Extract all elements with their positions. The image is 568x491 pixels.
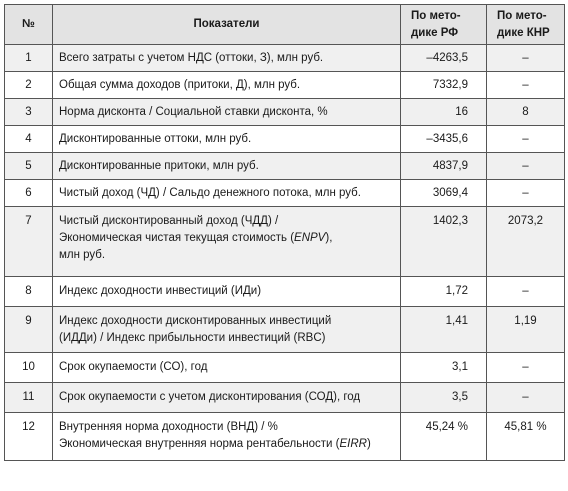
row-rf-value: –4263,5 [401,45,487,72]
table-row [5,99,565,126]
row-cn-value: 1,19 [487,307,565,353]
row-label-abbrev: ENPV [294,232,326,244]
table-row [5,72,565,99]
row-label: Дисконтированные оттоки, млн руб. [53,126,401,153]
row-rf-value: 1402,3 [401,207,487,277]
row-label-line [59,230,394,247]
table-row [5,353,565,383]
table-row [5,383,565,413]
row-label: Срок окупаемости (СО), год [53,353,401,383]
row-rf-value: 1,72 [401,277,487,307]
table-row [5,207,565,277]
row-num: 7 [5,207,53,277]
row-label-line: млн руб. [59,249,106,261]
row-cn-value: – [487,180,565,207]
indicators-table-container [4,4,564,461]
table-row [5,413,565,461]
header-row [5,5,565,45]
row-label-part: Экономическая чистая текущая стоимость ( [59,232,295,244]
header-cn-method [487,5,565,45]
row-cn-value: – [487,153,565,180]
row-cn-value: – [487,45,565,72]
row-label-part: Экономическая внутренняя норма рентабельности ( [59,438,340,450]
row-num: 6 [5,180,53,207]
row-label: Общая сумма доходов (притоки, Д), млн руб. [53,72,401,99]
header-rf-line2: дике РФ [411,26,459,39]
row-cn-value: 45,81 % [487,413,565,461]
row-num: 9 [5,307,53,353]
row-num: 12 [5,413,53,461]
row-label: Дисконтированные притоки, млн руб. [53,153,401,180]
row-label: Всего затраты с учетом НДС (оттоки, З), млн руб. [53,45,401,72]
row-cn-value: – [487,72,565,99]
table-row [5,307,565,353]
row-label: Индекс доходности инвестиций (ИДи) [53,277,401,307]
row-label [53,413,401,461]
row-rf-value: 3,1 [401,353,487,383]
row-rf-value: 16 [401,99,487,126]
row-label [53,207,401,277]
row-label-part: ) [366,438,371,450]
row-rf-value: 3,5 [401,383,487,413]
row-label-line: Индекс доходности дисконтированных инвестиций [59,315,332,327]
row-rf-value: 7332,9 [401,72,487,99]
header-cn-line2: дике КНР [497,26,550,39]
row-cn-value: 8 [487,99,565,126]
row-cn-value: – [487,126,565,153]
row-cn-value: – [487,383,565,413]
row-cn-value: – [487,353,565,383]
header-rf-line1: По мето- [411,9,461,22]
row-num: 4 [5,126,53,153]
row-num: 8 [5,277,53,307]
table-row [5,126,565,153]
row-num: 1 [5,45,53,72]
row-num: 2 [5,72,53,99]
header-cn-line1: По мето- [497,9,547,22]
row-label-line: (ИДДи) / Индекс прибыльности инвестиций (RBC) [59,332,326,344]
row-rf-value: –3435,6 [401,126,487,153]
table-row [5,277,565,307]
row-rf-value: 1,41 [401,307,487,353]
row-num: 11 [5,383,53,413]
row-cn-value: – [487,277,565,307]
row-label-line [59,436,394,453]
row-label: Чистый доход (ЧД) / Сальдо денежного потока, млн руб. [53,180,401,207]
row-rf-value: 45,24 % [401,413,487,461]
header-rf-method [401,5,487,45]
table-row [5,180,565,207]
row-num: 3 [5,99,53,126]
row-label-line: Чистый дисконтированный доход (ЧДД) / [59,215,279,227]
row-cn-value: 2073,2 [487,207,565,277]
table-row [5,153,565,180]
row-num: 5 [5,153,53,180]
row-label: Срок окупаемости с учетом дисконтирования (СОД), год [53,383,401,413]
row-rf-value: 4837,9 [401,153,487,180]
row-rf-value: 3069,4 [401,180,487,207]
header-indicator: Показатели [53,5,401,45]
indicators-table [4,4,565,461]
row-label-part: ), [325,232,333,244]
row-num: 10 [5,353,53,383]
row-label-abbrev: EIRR [339,438,367,450]
row-label-line: Внутренняя норма доходности (ВНД) / % [59,421,278,433]
header-num: № [5,5,53,45]
row-label: Норма дисконта / Социальной ставки дисконта, % [53,99,401,126]
row-label [53,307,401,353]
table-row [5,45,565,72]
